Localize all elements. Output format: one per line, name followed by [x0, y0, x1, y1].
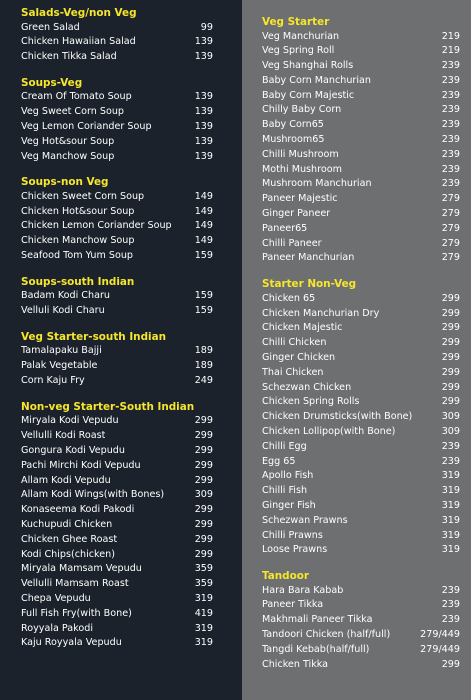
menu-item [262, 543, 460, 558]
menu-item-price: 239 [441, 584, 460, 596]
menu-item-price: 159 [194, 290, 213, 302]
menu-item-name: Konaseema Kodi Pakodi [21, 504, 135, 516]
menu-item-price: 299 [441, 658, 460, 670]
menu-item [262, 613, 460, 628]
menu-item-price: 319 [441, 514, 460, 526]
menu-item-name: Ginger Paneer [262, 208, 331, 220]
menu-item [21, 205, 213, 220]
menu-item-name: Kaju Royyala Vepudu [21, 637, 122, 649]
menu-item-price: 99 [200, 21, 213, 33]
menu-item-name: Schezwan Chicken [262, 381, 352, 393]
menu-item-price: 149 [194, 235, 213, 247]
menu-item [262, 192, 460, 207]
menu-item-price: 319 [194, 592, 213, 604]
menu-item [262, 499, 460, 514]
menu-item-name: Chilli Paneer [262, 237, 322, 249]
menu-item-price: 359 [194, 578, 213, 590]
menu-item-price: 239 [441, 134, 460, 146]
menu-item-price: 149 [194, 220, 213, 232]
menu-item-name: Allam Kodi Vepudu [21, 474, 111, 486]
menu-item [21, 359, 213, 374]
section-title: Non-veg Starter-South Indian [21, 400, 195, 413]
menu-item-price: 249 [194, 375, 213, 387]
menu-item-name: Vellulli Mamsam Roast [21, 578, 129, 590]
menu-item [262, 440, 460, 455]
menu-section-starter-non-veg [262, 277, 471, 558]
menu-item-price: 159 [194, 305, 213, 317]
menu-item [21, 533, 213, 548]
menu-item-name: Veg Sweet Corn Soup [21, 106, 125, 118]
menu-item [262, 44, 460, 59]
menu-item [21, 592, 213, 607]
menu-item [262, 207, 460, 222]
menu-item-name: Kuchupudi Chicken [21, 518, 113, 530]
menu-item-price: 189 [194, 345, 213, 357]
menu-item-name: Chicken Hawaiian Salad [21, 36, 136, 48]
menu-item-price: 239 [441, 440, 460, 452]
menu-item-name: Schezwan Prawns [262, 514, 348, 526]
menu-item [262, 103, 460, 118]
menu-item-price: 299 [194, 504, 213, 516]
menu-item [21, 577, 213, 592]
menu-item-price: 319 [194, 622, 213, 634]
menu-item-price: 359 [194, 563, 213, 575]
menu-item-price: 279 [441, 237, 460, 249]
menu-item-price: 279/449 [420, 628, 460, 640]
menu-item [262, 469, 460, 484]
menu-item [21, 289, 213, 304]
menu-item-name: Chicken Hot&sour Soup [21, 205, 135, 217]
menu-item-price: 299 [441, 396, 460, 408]
section-title: Tandoor [262, 570, 309, 583]
menu-item [262, 381, 460, 396]
menu-item-price: 319 [441, 529, 460, 541]
menu-item [21, 488, 213, 503]
menu-item-name: Thai Chicken [262, 366, 324, 378]
menu-item [262, 514, 460, 529]
menu-item-name: Miryala Kodi Vepudu [21, 415, 119, 427]
menu-item [262, 584, 460, 599]
menu-item [262, 395, 460, 410]
menu-item-name: Veg Manchow Soup [21, 150, 115, 162]
menu-item-name: Ginger Chicken [262, 351, 336, 363]
menu-item [262, 163, 460, 178]
menu-item [262, 237, 460, 252]
menu-item [262, 455, 460, 470]
menu-item-name: Paneer Majestic [262, 193, 338, 205]
menu-item-name: Baby Corn65 [262, 119, 324, 131]
menu-item-price: 239 [441, 74, 460, 86]
menu-item [21, 150, 213, 165]
menu-item-name: Veg Hot&sour Soup [21, 135, 115, 147]
menu-item-name: Seafood Tom Yum Soup [21, 250, 133, 262]
menu-item-name: Chilli Egg [262, 440, 307, 452]
menu-item-price: 299 [194, 459, 213, 471]
menu-item-price: 239 [441, 178, 460, 190]
menu-item-name: Royyala Pakodi [21, 622, 94, 634]
menu-item-name: Ginger Fish [262, 499, 316, 511]
menu-item-name: Tangdi Kebab(half/full) [262, 643, 370, 655]
menu-item-name: Chicken Manchurian Dry [262, 307, 380, 319]
menu-item [262, 410, 460, 425]
menu-item [262, 118, 460, 133]
menu-item-price: 299 [441, 307, 460, 319]
menu-item [21, 21, 213, 36]
menu-item-price: 149 [194, 205, 213, 217]
menu-item [262, 307, 460, 322]
menu-item [21, 304, 213, 319]
menu-item-name: Chicken Ghee Roast [21, 533, 118, 545]
menu-item [262, 336, 460, 351]
menu-item-name: Makhmali Paneer Tikka [262, 614, 373, 626]
menu-item [262, 251, 460, 266]
menu-item-name: Miryala Mamsam Vepudu [21, 563, 142, 575]
menu-item-price: 239 [441, 60, 460, 72]
menu-item-name: Veg Manchurian [262, 30, 340, 42]
menu-item [262, 366, 460, 381]
menu-item-price: 299 [194, 444, 213, 456]
menu-item-price: 279 [441, 208, 460, 220]
menu-item [262, 222, 460, 237]
menu-item-price: 239 [441, 455, 460, 467]
menu-section-non-veg-starter-south-indian [21, 400, 242, 651]
menu-item-name: Chicken Lemon Coriander Soup [21, 220, 172, 232]
menu-item-price: 419 [194, 607, 213, 619]
menu-item-name: Kodi Chips(chicken) [21, 548, 115, 560]
menu-item [21, 50, 213, 65]
menu-section-soups-non-veg [21, 175, 242, 263]
menu-item-name: Full Fish Fry(with Bone) [21, 607, 132, 619]
menu-item-name: Chicken Tikka [262, 658, 329, 670]
menu-item [21, 607, 213, 622]
menu-item-price: 279/449 [420, 643, 460, 655]
menu-item [262, 89, 460, 104]
menu-item [21, 622, 213, 637]
menu-item [21, 90, 213, 105]
menu-item [262, 177, 460, 192]
section-title: Soups-non Veg [21, 176, 109, 189]
menu-item [21, 219, 213, 234]
menu-item-name: Palak Vegetable [21, 360, 98, 372]
menu-item-name: Tandoori Chicken (half/full) [262, 628, 391, 640]
menu-item-price: 299 [441, 366, 460, 378]
section-title: Veg Starter [262, 16, 330, 28]
menu-item-price: 309 [194, 489, 213, 501]
menu-item [21, 503, 213, 518]
menu-section-veg-starter-south-indian [21, 330, 242, 389]
menu-item-name: Baby Corn Manchurian [262, 74, 371, 86]
menu-item-price: 319 [441, 470, 460, 482]
menu-item-name: Allam Kodi Wings(with Bones) [21, 489, 165, 501]
menu-item-price: 309 [441, 411, 460, 423]
menu-item [21, 429, 213, 444]
menu-item-name: Green Salad [21, 21, 80, 33]
menu-section-soups-south-indian [21, 275, 242, 319]
menu-item [262, 74, 460, 89]
menu-item [21, 344, 213, 359]
menu-item [21, 374, 213, 389]
menu-item-name: Chilly Baby Corn [262, 104, 342, 116]
menu-item [21, 120, 213, 135]
menu-item-price: 139 [194, 120, 213, 132]
menu-item-name: Chilli Prawns [262, 529, 323, 541]
menu-item-price: 139 [194, 36, 213, 48]
menu-item-name: Tamalapaku Bajji [21, 345, 102, 357]
menu-item-price: 279 [441, 252, 460, 264]
menu-item-name: Mushroom Manchurian [262, 178, 372, 190]
menu-item [262, 529, 460, 544]
menu-item-name: Chicken Sweet Corn Soup [21, 190, 145, 202]
menu-item [262, 598, 460, 613]
menu-item-name: Corn Kaju Fry [21, 375, 85, 387]
menu-item-price: 319 [441, 499, 460, 511]
menu-item-name: Chicken Lollipop(with Bone) [262, 425, 396, 437]
menu-item-name: Apollo Fish [262, 470, 314, 482]
menu-item-price: 189 [194, 360, 213, 372]
menu-item-name: Chicken Drumsticks(with Bone) [262, 411, 413, 423]
menu-item-price: 279 [441, 222, 460, 234]
menu-item-name: Badam Kodi Charu [21, 290, 110, 302]
menu-item-name: Veg Shanghai Rolls [262, 60, 354, 72]
menu-item-price: 239 [441, 599, 460, 611]
section-title: Veg Starter-south Indian [21, 330, 166, 343]
menu-item [262, 628, 460, 643]
menu-item-price: 299 [194, 415, 213, 427]
menu-item [21, 474, 213, 489]
menu-item-name: Cream Of Tomato Soup [21, 91, 132, 103]
menu-item [21, 234, 213, 249]
menu-item [21, 562, 213, 577]
menu-item-name: Veg Lemon Coriander Soup [21, 120, 152, 132]
menu-section-soups-veg [21, 76, 242, 164]
menu-item [21, 548, 213, 563]
menu-item-price: 239 [441, 119, 460, 131]
menu-item [21, 135, 213, 150]
menu-item-price: 299 [441, 351, 460, 363]
menu-item-price: 239 [441, 89, 460, 101]
menu-item [21, 35, 213, 50]
section-title: Soups-south Indian [21, 275, 135, 288]
menu-column-right [242, 0, 471, 700]
menu-item-name: Chicken Spring Rolls [262, 396, 360, 408]
menu-item-name: Chicken 65 [262, 292, 316, 304]
menu-item-name: Mothi Mushroom [262, 163, 342, 175]
menu-item-name: Pachi Mirchi Kodi Vepudu [21, 459, 141, 471]
menu-item-price: 239 [441, 614, 460, 626]
menu-section-veg-starter [262, 15, 471, 266]
menu-item-name: Hara Bara Kabab [262, 584, 344, 596]
menu-item [21, 459, 213, 474]
menu-item-price: 139 [194, 51, 213, 63]
section-title: Starter Non-Veg [262, 278, 357, 291]
menu-item-name: Chilli Mushroom [262, 148, 339, 160]
menu-item-price: 299 [194, 430, 213, 442]
menu-item [262, 59, 460, 74]
menu-item-price: 299 [194, 548, 213, 560]
menu-item [21, 105, 213, 120]
menu-item-name: Veg Spring Roll [262, 45, 335, 57]
menu-item-price: 219 [441, 45, 460, 57]
menu-item-price: 239 [441, 148, 460, 160]
menu-item [262, 30, 460, 45]
menu-item [262, 484, 460, 499]
menu-item-price: 299 [441, 337, 460, 349]
menu-item [262, 658, 460, 673]
menu-item-name: Baby Corn Majestic [262, 89, 355, 101]
menu-item-price: 139 [194, 135, 213, 147]
menu-item-price: 319 [441, 485, 460, 497]
menu-item-name: Chicken Manchow Soup [21, 235, 135, 247]
menu-item-name: Vellulli Kodi Roast [21, 430, 106, 442]
menu-item [21, 249, 213, 264]
menu-item-name: Loose Prawns [262, 544, 328, 556]
menu-item-price: 149 [194, 190, 213, 202]
menu-item-name: Chicken Tikka Salad [21, 51, 117, 63]
menu-item-name: Gongura Kodi Vepudu [21, 444, 125, 456]
menu-item-name: Paneer65 [262, 222, 308, 234]
menu-item-price: 309 [441, 425, 460, 437]
menu-item-price: 319 [194, 637, 213, 649]
menu-item-price: 299 [441, 292, 460, 304]
menu-item [21, 444, 213, 459]
menu-item-price: 299 [441, 381, 460, 393]
section-title: Soups-Veg [21, 76, 83, 89]
menu-item [21, 636, 213, 651]
menu-item [21, 190, 213, 205]
menu-item [262, 351, 460, 366]
menu-item [262, 643, 460, 658]
menu-item-name: Velluli Kodi Charu [21, 305, 105, 317]
menu-item-price: 299 [194, 474, 213, 486]
menu-item-name: Chepa Vepudu [21, 592, 91, 604]
menu-item-price: 319 [441, 544, 460, 556]
menu-item-name: Paneer Tikka [262, 599, 324, 611]
menu-item-price: 299 [441, 322, 460, 334]
menu-section-tandoor [262, 569, 471, 672]
menu-item-price: 139 [194, 91, 213, 103]
menu-item-price: 239 [441, 163, 460, 175]
menu-item-name: Chicken Majestic [262, 322, 343, 334]
menu-item [262, 321, 460, 336]
menu-item [21, 414, 213, 429]
menu-item-name: Chilli Fish [262, 485, 308, 497]
menu-item [262, 292, 460, 307]
menu-item-price: 299 [194, 533, 213, 545]
menu-item-name: Mushroom65 [262, 134, 325, 146]
menu-item-price: 279 [441, 193, 460, 205]
menu-item-name: Paneer Manchurian [262, 252, 355, 264]
menu-item-price: 159 [194, 250, 213, 262]
menu-item-name: Chilli Chicken [262, 337, 327, 349]
menu-item [262, 133, 460, 148]
menu-item [262, 425, 460, 440]
menu-item [262, 148, 460, 163]
menu-item-price: 239 [441, 104, 460, 116]
menu-item-price: 139 [194, 106, 213, 118]
menu-item-price: 139 [194, 150, 213, 162]
menu-item-name: Egg 65 [262, 455, 296, 467]
menu-item-price: 299 [194, 518, 213, 530]
section-title: Salads-Veg/non Veg [21, 7, 137, 19]
menu-item-price: 219 [441, 30, 460, 42]
menu-item [21, 518, 213, 533]
menu-section-salads-veg-non-veg [21, 6, 242, 65]
